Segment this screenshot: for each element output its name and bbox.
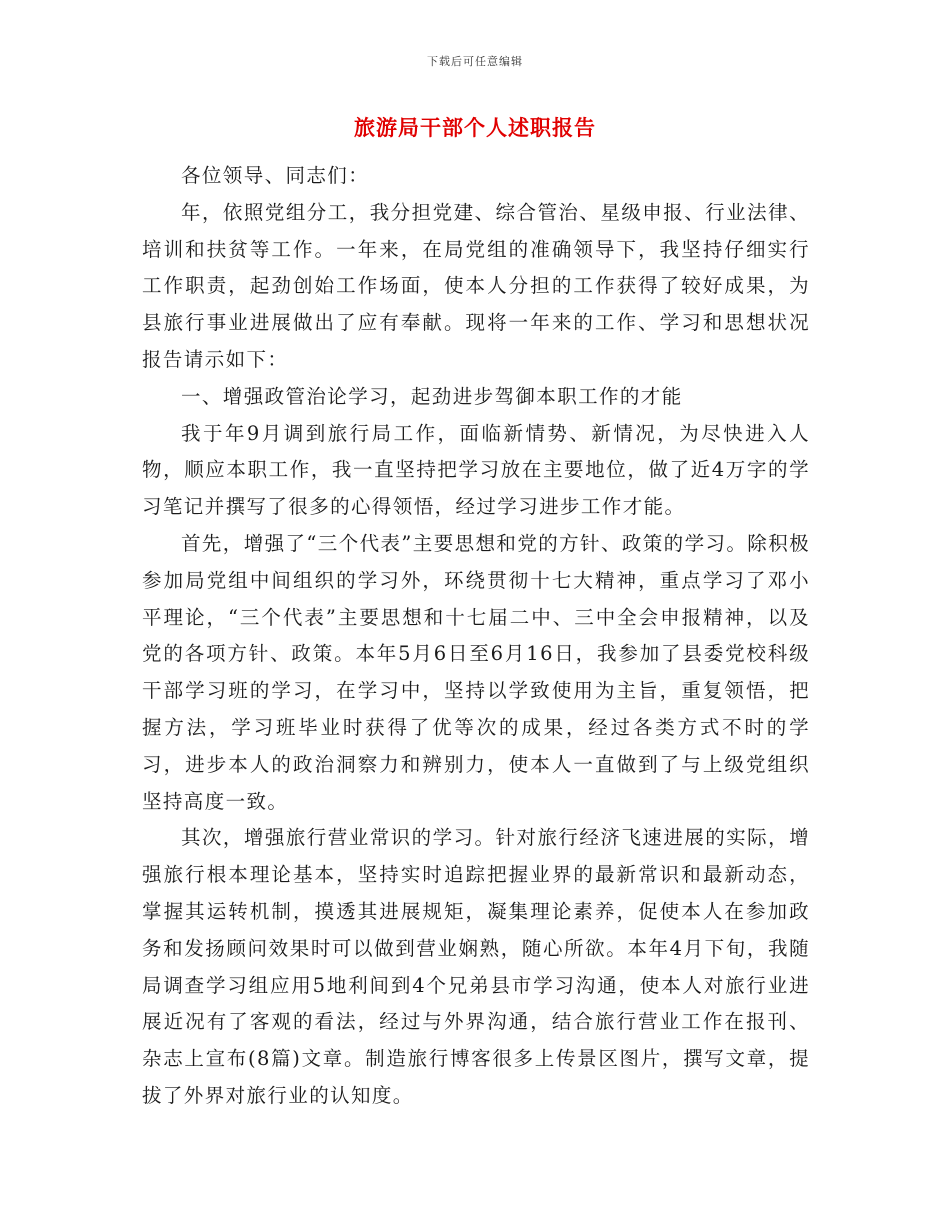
- header-note: 下载后可任意编辑: [427, 55, 523, 68]
- body-paragraph: 其次，增强旅行营业常识的学习。针对旅行经济飞速进展的实际，增强旅行根本理论基本，坚持实时追踪把握业界的最新常识和最新动态，掌握其运转机制，摸透其进展规矩，凝集理论素养，促使本人在参加政务和发扬顾问效果时可以做到营业娴熟，随心所欲。本年4月下旬，我随局调查学习组应用5地利间到4个兄弟县市学习沟通，使本人对旅行业进展近况有了客观的看法，经过与外界沟通，结合旅行营业工作在报刊、杂志上宣布(8篇)文章。制造旅行博客很多上传景区图片，撰写文章，提拔了外界对旅行业的认知度。: [142, 826, 810, 1107]
- document-body: [142, 158, 810, 1115]
- section-heading: 一、增强政管治论学习，起劲进步驾御本职工作的才能: [181, 384, 683, 408]
- body-paragraph: 我于年9月调到旅行局工作，面临新情势、新情况，为尽快进入人物，顺应本职工作，我一直坚持把学习放在主要地位，做了近4万字的学习笔记并撰写了很多的心得领悟，经过学习进步工作才能。: [142, 421, 810, 519]
- salutation-paragraph: 各位领导、同志们：: [181, 164, 370, 187]
- document-title: 旅游局干部个人述职报告: [354, 115, 596, 140]
- body-paragraph: 首先，增强了“三个代表”主要思想和党的方针、政策的学习。除积极参加局党组中间组织的学习外，环绕贯彻十七大精神，重点学习了邓小平理论，“三个代表”主要思想和十七届二中、三中全会申报精神，以及党的各项方针、政策。本年5月6日至6月16日，我参加了县委党校科级干部学习班的学习，在学习中，坚持以学致使用为主旨，重复领悟，把握方法，学习班毕业时获得了优等次的成果，经过各类方式不时的学习，进步本人的政治洞察力和辨别力，使本人一直做到了与上级党组织坚持高度一致。: [142, 531, 810, 813]
- intro-paragraph: 年，依照党组分工，我分担党建、综合管治、星级申报、行业法律、培训和扶贫等工作。一年来，在局党组的准确领导下，我坚持仔细实行工作职责，起劲创始工作场面，使本人分担的工作获得了较好成果，为县旅行事业进展做出了应有奉献。现将一年来的工作、学习和思想状况报告请示如下：: [142, 200, 810, 371]
